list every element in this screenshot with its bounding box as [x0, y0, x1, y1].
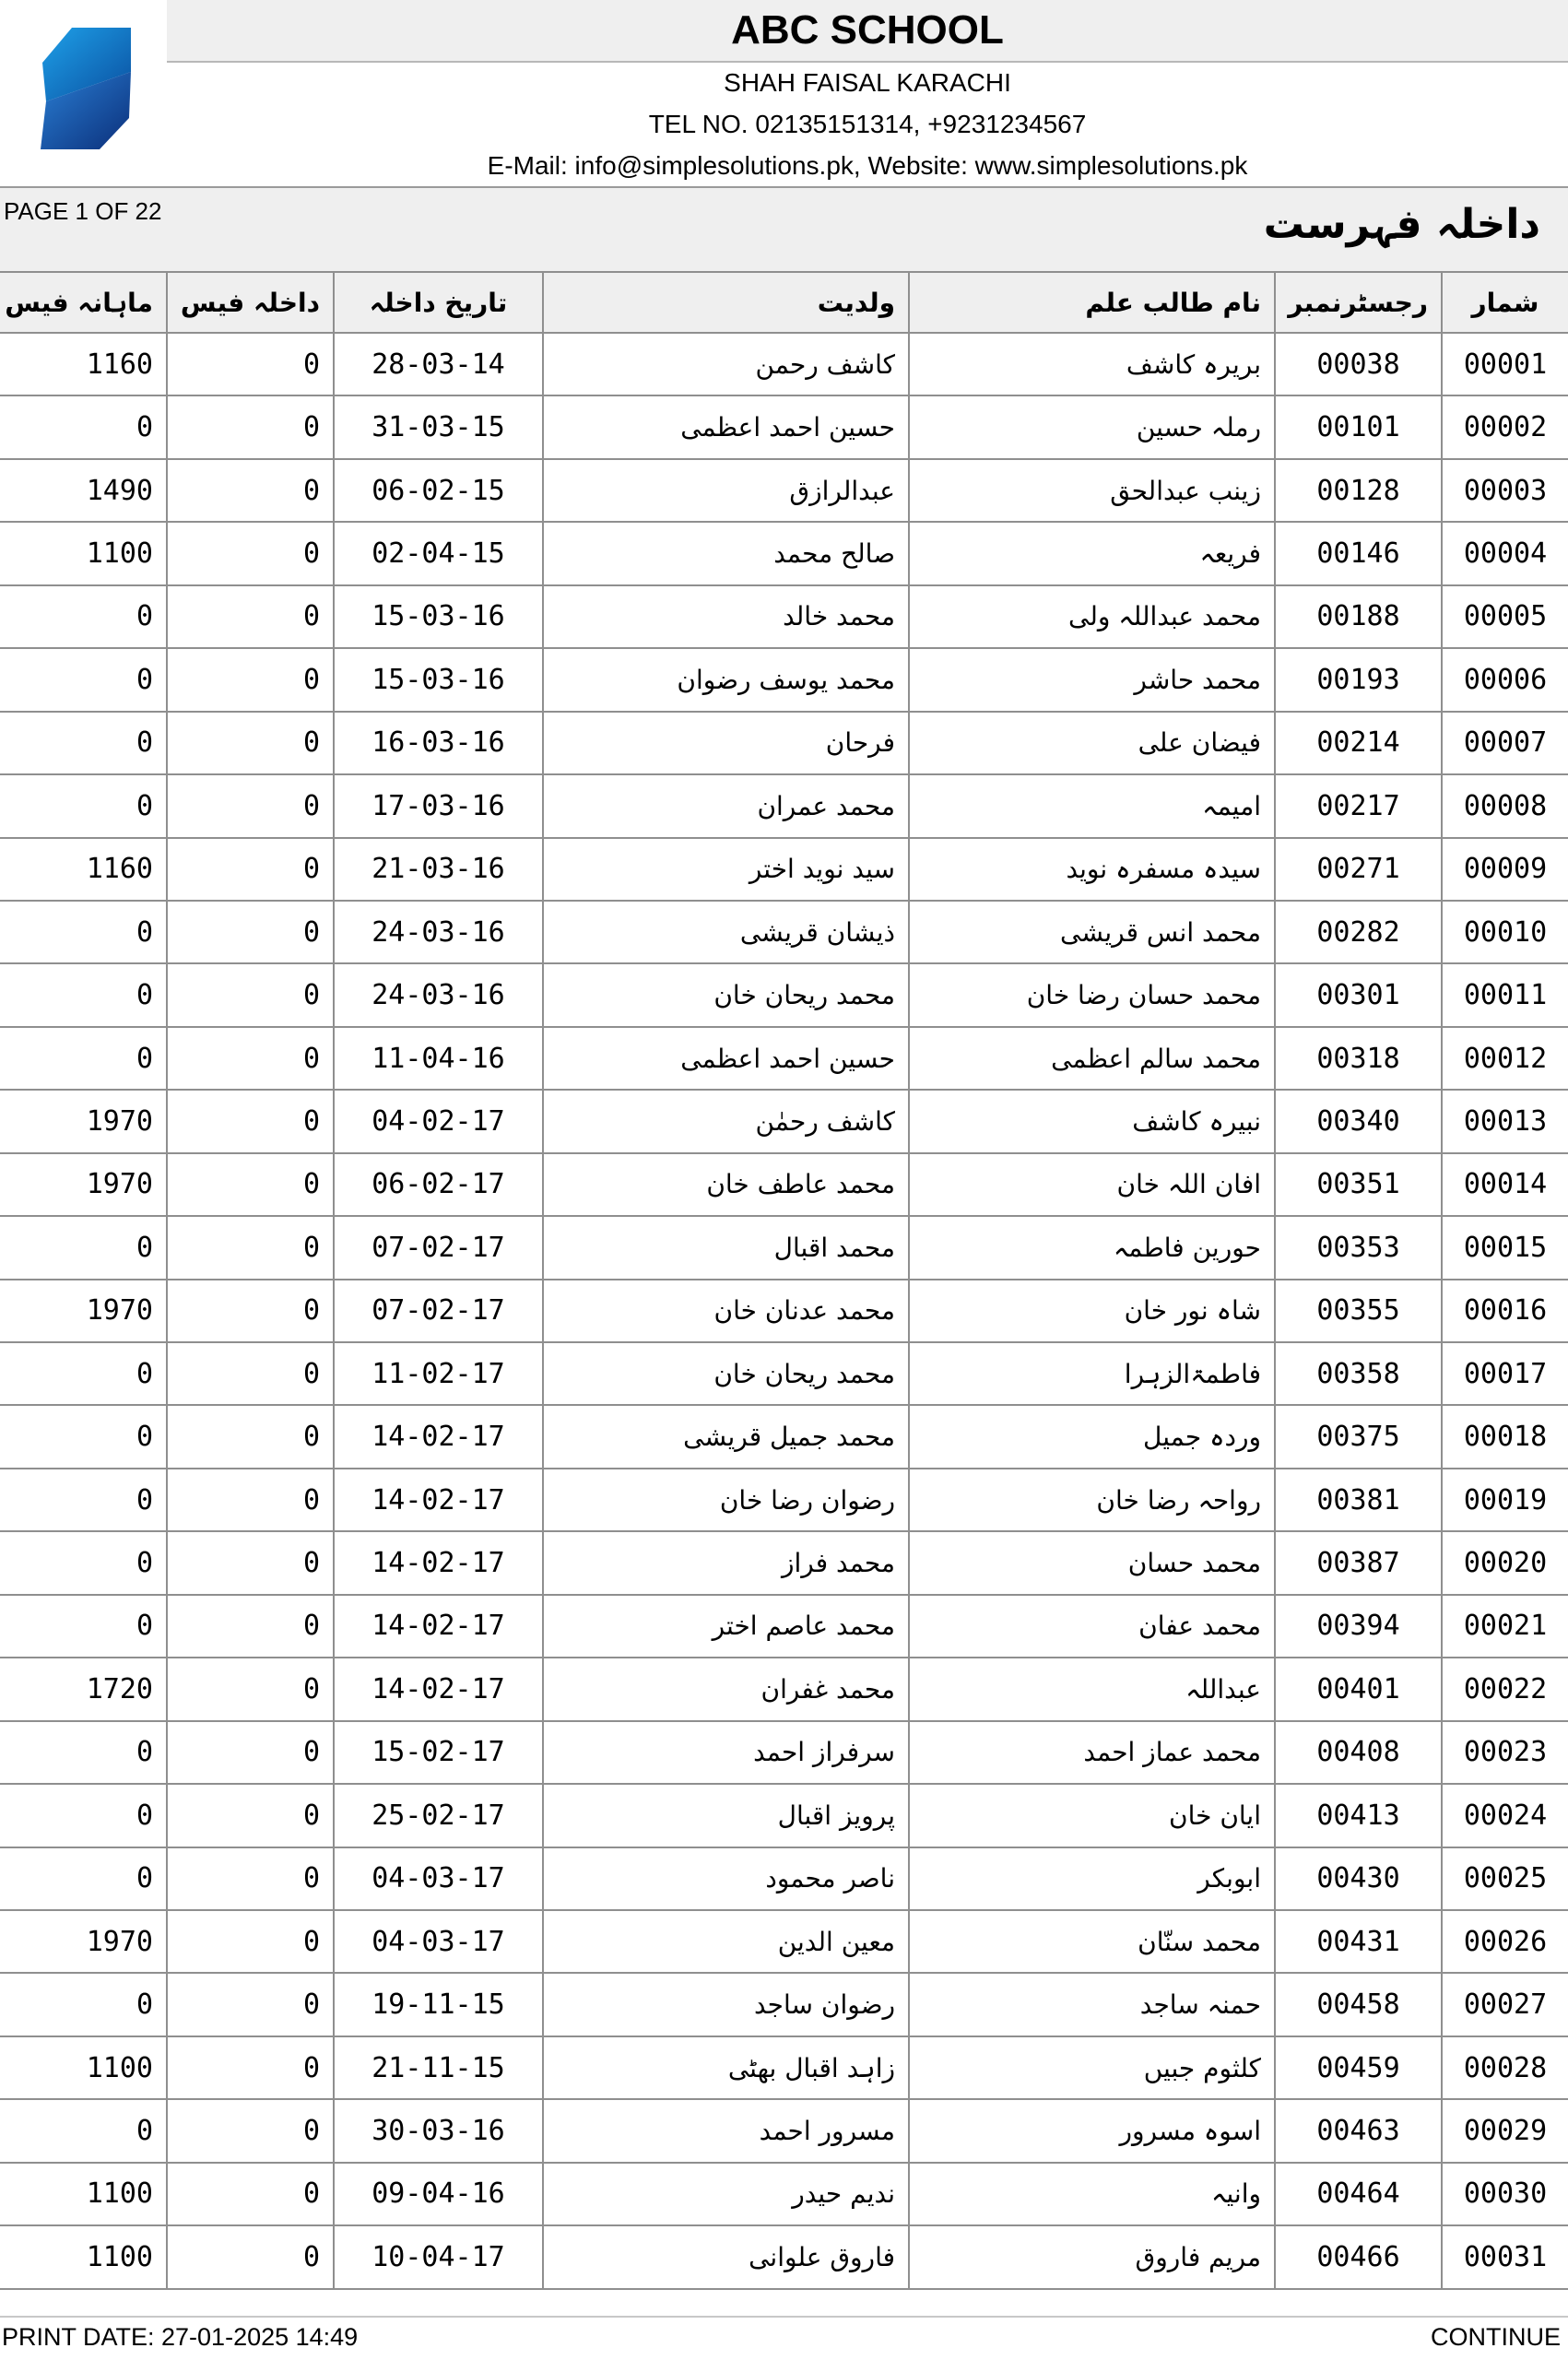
cell-serial: 00002	[1442, 395, 1568, 458]
school-telephone: TEL NO. 02135151314, +9231234567	[648, 110, 1087, 138]
table-row	[0, 1595, 1568, 1658]
table-row	[0, 1090, 1568, 1152]
table-row	[0, 648, 1568, 711]
table-row	[0, 585, 1568, 648]
cell-admission-fee: 0	[167, 1910, 334, 1973]
cell-admission-fee: 0	[167, 1280, 334, 1342]
cell-father-name: صالح محمد	[543, 522, 909, 584]
cell-serial: 00025	[1442, 1847, 1568, 1910]
cell-admission-date: 04-03-17	[334, 1847, 543, 1910]
cell-admission-date: 21-11-15	[334, 2036, 543, 2099]
cell-serial: 00009	[1442, 838, 1568, 901]
cell-student-name: محمد عبداللہ ولی	[909, 585, 1275, 648]
cell-father-name: معین الدین	[543, 1910, 909, 1973]
cell-student-name: کلثوم جبیں	[909, 2036, 1275, 2099]
cell-admission-fee: 0	[167, 522, 334, 584]
table-row	[0, 2099, 1568, 2162]
cell-admission-date: 28-03-14	[334, 333, 543, 395]
table-row	[0, 901, 1568, 963]
cell-admission-date: 14-02-17	[334, 1469, 543, 1531]
cell-reg-no: 00464	[1275, 2163, 1442, 2225]
cell-serial: 00016	[1442, 1280, 1568, 1342]
cell-admission-fee: 0	[167, 1405, 334, 1468]
cell-serial: 00017	[1442, 1342, 1568, 1405]
cell-father-name: محمد فراز	[543, 1531, 909, 1594]
cell-father-name: محمد خالد	[543, 585, 909, 648]
cell-serial: 00005	[1442, 585, 1568, 648]
cell-reg-no: 00375	[1275, 1405, 1442, 1468]
table-row	[0, 395, 1568, 458]
cell-serial: 00012	[1442, 1027, 1568, 1090]
cell-serial: 00018	[1442, 1405, 1568, 1468]
cell-admission-date: 17-03-16	[334, 774, 543, 837]
table-row	[0, 1721, 1568, 1784]
cell-student-name: فیضان علی	[909, 712, 1275, 774]
cell-student-name: محمد عفان	[909, 1595, 1275, 1658]
cell-monthly-fee: 0	[0, 1216, 167, 1279]
cell-admission-fee: 0	[167, 1216, 334, 1279]
cell-student-name: اسوہ مسرور	[909, 2099, 1275, 2162]
cell-reg-no: 00146	[1275, 522, 1442, 584]
cell-monthly-fee: 0	[0, 1405, 167, 1468]
cell-admission-fee: 0	[167, 1469, 334, 1531]
cell-reg-no: 00355	[1275, 1280, 1442, 1342]
table-row	[0, 1280, 1568, 1342]
cell-reg-no: 00271	[1275, 838, 1442, 901]
cell-admission-fee: 0	[167, 585, 334, 648]
cell-admission-date: 15-02-17	[334, 1721, 543, 1784]
cell-father-name: حسین احمد اعظمی	[543, 395, 909, 458]
cell-serial: 00031	[1442, 2225, 1568, 2288]
cell-student-name: عبداللہ	[909, 1658, 1275, 1720]
table-row	[0, 459, 1568, 522]
cell-reg-no: 00358	[1275, 1342, 1442, 1405]
cell-admission-date: 09-04-16	[334, 2163, 543, 2225]
cell-reg-no: 00282	[1275, 901, 1442, 963]
cell-monthly-fee: 1970	[0, 1910, 167, 1973]
cell-admission-fee: 0	[167, 774, 334, 837]
cell-admission-date: 19-11-15	[334, 1973, 543, 2036]
cell-admission-date: 11-02-17	[334, 1342, 543, 1405]
cell-serial: 00007	[1442, 712, 1568, 774]
school-contact: E-Mail: info@simplesolutions.pk, Website: www.simplesolutions.pk	[487, 151, 1248, 180]
cell-student-name: محمد عماز احمد	[909, 1721, 1275, 1784]
table-row	[0, 712, 1568, 774]
cell-student-name: سیدہ مسفرہ نوید	[909, 838, 1275, 901]
cell-serial: 00022	[1442, 1658, 1568, 1720]
cell-reg-no: 00431	[1275, 1910, 1442, 1973]
table-row	[0, 1405, 1568, 1468]
cell-admission-fee: 0	[167, 2099, 334, 2162]
cell-student-name: فاطمۃالزہرا	[909, 1342, 1275, 1405]
blue-s-logo-icon	[35, 28, 136, 149]
cell-reg-no: 00466	[1275, 2225, 1442, 2288]
cell-student-name: فریعہ	[909, 522, 1275, 584]
cell-serial: 00003	[1442, 459, 1568, 522]
cell-admission-date: 14-02-17	[334, 1405, 543, 1468]
page-number: PAGE 1 OF 22	[4, 197, 162, 225]
table-row	[0, 838, 1568, 901]
cell-serial: 00024	[1442, 1784, 1568, 1847]
cell-reg-no: 00387	[1275, 1531, 1442, 1594]
cell-admission-fee: 0	[167, 1847, 334, 1910]
cell-admission-fee: 0	[167, 648, 334, 711]
cell-father-name: حسین احمد اعظمی	[543, 1027, 909, 1090]
table-row	[0, 2225, 1568, 2288]
school-name: ABC SCHOOL	[167, 0, 1568, 63]
cell-father-name: فاروق علوانی	[543, 2225, 909, 2288]
table-row	[0, 774, 1568, 837]
cell-reg-no: 00408	[1275, 1721, 1442, 1784]
cell-student-name: بریرہ کاشف	[909, 333, 1275, 395]
cell-monthly-fee: 0	[0, 395, 167, 458]
table-row	[0, 1342, 1568, 1405]
cell-student-name: شاہ نور خان	[909, 1280, 1275, 1342]
cell-admission-date: 06-02-15	[334, 459, 543, 522]
cell-reg-no: 00463	[1275, 2099, 1442, 2162]
cell-father-name: محمد یوسف رضوان	[543, 648, 909, 711]
cell-father-name: پرویز اقبال	[543, 1784, 909, 1847]
cell-student-name: حمنہ ساجد	[909, 1973, 1275, 2036]
cell-monthly-fee: 0	[0, 712, 167, 774]
cell-admission-fee: 0	[167, 1027, 334, 1090]
cell-admission-fee: 0	[167, 1595, 334, 1658]
school-address: SHAH FAISAL KARACHI	[724, 68, 1011, 97]
header-reg-no: رجسٹرنمبر	[1275, 272, 1442, 333]
cell-monthly-fee: 0	[0, 1721, 167, 1784]
cell-monthly-fee: 0	[0, 963, 167, 1026]
cell-reg-no: 00401	[1275, 1658, 1442, 1720]
cell-student-name: محمد سنّان	[909, 1910, 1275, 1973]
cell-father-name: محمد عاصم اختر	[543, 1595, 909, 1658]
footer-divider	[0, 2316, 1568, 2318]
cell-admission-fee: 0	[167, 2036, 334, 2099]
admission-table	[0, 271, 1568, 2290]
cell-serial: 00027	[1442, 1973, 1568, 2036]
cell-monthly-fee: 0	[0, 1595, 167, 1658]
cell-admission-date: 10-04-17	[334, 2225, 543, 2288]
cell-monthly-fee: 0	[0, 648, 167, 711]
table-header-row	[0, 272, 1568, 333]
cell-father-name: محمد عدنان خان	[543, 1280, 909, 1342]
cell-monthly-fee: 0	[0, 1469, 167, 1531]
cell-admission-date: 07-02-17	[334, 1216, 543, 1279]
table-row	[0, 2163, 1568, 2225]
cell-monthly-fee: 0	[0, 1531, 167, 1594]
cell-reg-no: 00128	[1275, 459, 1442, 522]
cell-father-name: محمد عمران	[543, 774, 909, 837]
cell-admission-fee: 0	[167, 901, 334, 963]
cell-admission-fee: 0	[167, 1784, 334, 1847]
cell-monthly-fee: 0	[0, 774, 167, 837]
cell-father-name: محمد غفران	[543, 1658, 909, 1720]
cell-monthly-fee: 1720	[0, 1658, 167, 1720]
cell-monthly-fee: 0	[0, 585, 167, 648]
cell-reg-no: 00381	[1275, 1469, 1442, 1531]
cell-student-name: نبیرہ کاشف	[909, 1090, 1275, 1152]
cell-father-name: محمد عاطف خان	[543, 1153, 909, 1216]
cell-father-name: کاشف رحمٰن	[543, 1090, 909, 1152]
cell-father-name: کاشف رحمن	[543, 333, 909, 395]
cell-monthly-fee: 1970	[0, 1090, 167, 1152]
cell-serial: 00023	[1442, 1721, 1568, 1784]
cell-admission-date: 24-03-16	[334, 901, 543, 963]
cell-admission-date: 25-02-17	[334, 1784, 543, 1847]
cell-serial: 00014	[1442, 1153, 1568, 1216]
table-row	[0, 1216, 1568, 1279]
cell-monthly-fee: 0	[0, 1847, 167, 1910]
cell-father-name: محمد جمیل قریشی	[543, 1405, 909, 1468]
cell-reg-no: 00214	[1275, 712, 1442, 774]
cell-admission-fee: 0	[167, 1531, 334, 1594]
cell-monthly-fee: 1970	[0, 1280, 167, 1342]
cell-reg-no: 00101	[1275, 395, 1442, 458]
header-serial: شمار	[1442, 272, 1568, 333]
cell-reg-no: 00038	[1275, 333, 1442, 395]
header-monthly-fee: ماہانہ فیس	[0, 272, 167, 333]
cell-admission-date: 30-03-16	[334, 2099, 543, 2162]
cell-student-name: محمد سالم اعظمی	[909, 1027, 1275, 1090]
cell-serial: 00026	[1442, 1910, 1568, 1973]
cell-student-name: رواحہ رضا خان	[909, 1469, 1275, 1531]
cell-reg-no: 00351	[1275, 1153, 1442, 1216]
cell-father-name: محمد ریحان خان	[543, 963, 909, 1026]
cell-monthly-fee: 1160	[0, 838, 167, 901]
cell-father-name: مسرور احمد	[543, 2099, 909, 2162]
cell-admission-fee: 0	[167, 395, 334, 458]
cell-admission-date: 11-04-16	[334, 1027, 543, 1090]
cell-student-name: حورین فاطمہ	[909, 1216, 1275, 1279]
cell-admission-fee: 0	[167, 1973, 334, 2036]
cell-reg-no: 00340	[1275, 1090, 1442, 1152]
cell-admission-fee: 0	[167, 2163, 334, 2225]
cell-reg-no: 00458	[1275, 1973, 1442, 2036]
table-row	[0, 1910, 1568, 1973]
cell-reg-no: 00413	[1275, 1784, 1442, 1847]
cell-father-name: عبدالرازق	[543, 459, 909, 522]
table-row	[0, 2036, 1568, 2099]
cell-serial: 00030	[1442, 2163, 1568, 2225]
cell-admission-fee: 0	[167, 838, 334, 901]
table-row	[0, 1027, 1568, 1090]
cell-admission-fee: 0	[167, 1153, 334, 1216]
cell-serial: 00010	[1442, 901, 1568, 963]
cell-admission-fee: 0	[167, 1721, 334, 1784]
table-row	[0, 1973, 1568, 2036]
cell-monthly-fee: 1970	[0, 1153, 167, 1216]
cell-student-name: محمد حسان رضا خان	[909, 963, 1275, 1026]
cell-admission-fee: 0	[167, 333, 334, 395]
cell-reg-no: 00301	[1275, 963, 1442, 1026]
cell-serial: 00015	[1442, 1216, 1568, 1279]
cell-student-name: محمد حاشر	[909, 648, 1275, 711]
cell-admission-date: 04-02-17	[334, 1090, 543, 1152]
cell-admission-date: 06-02-17	[334, 1153, 543, 1216]
cell-reg-no: 00394	[1275, 1595, 1442, 1658]
cell-serial: 00008	[1442, 774, 1568, 837]
table-row	[0, 1847, 1568, 1910]
cell-serial: 00006	[1442, 648, 1568, 711]
cell-admission-date: 31-03-15	[334, 395, 543, 458]
cell-serial: 00013	[1442, 1090, 1568, 1152]
cell-monthly-fee: 1100	[0, 2225, 167, 2288]
table-row	[0, 1469, 1568, 1531]
cell-student-name: افان اللہ خان	[909, 1153, 1275, 1216]
cell-reg-no: 00430	[1275, 1847, 1442, 1910]
report-title: داخلہ فہرست	[1263, 201, 1540, 248]
cell-student-name: مریم فاروق	[909, 2225, 1275, 2288]
cell-student-name: محمد حسان	[909, 1531, 1275, 1594]
cell-admission-date: 15-03-16	[334, 648, 543, 711]
cell-father-name: محمد ریحان خان	[543, 1342, 909, 1405]
cell-monthly-fee: 1160	[0, 333, 167, 395]
cell-father-name: رضوان ساجد	[543, 1973, 909, 2036]
print-date: PRINT DATE: 27-01-2025 14:49	[2, 2323, 359, 2351]
table-row	[0, 963, 1568, 1026]
header-father-name: ولدیت	[543, 272, 909, 333]
cell-admission-date: 02-04-15	[334, 522, 543, 584]
cell-admission-date: 16-03-16	[334, 712, 543, 774]
cell-admission-date: 04-03-17	[334, 1910, 543, 1973]
cell-monthly-fee: 0	[0, 901, 167, 963]
cell-admission-fee: 0	[167, 712, 334, 774]
cell-serial: 00028	[1442, 2036, 1568, 2099]
cell-father-name: زاہد اقبال بھٹی	[543, 2036, 909, 2099]
cell-student-name: زینب عبدالحق	[909, 459, 1275, 522]
cell-admission-date: 21-03-16	[334, 838, 543, 901]
cell-reg-no: 00217	[1275, 774, 1442, 837]
cell-serial: 00020	[1442, 1531, 1568, 1594]
cell-serial: 00004	[1442, 522, 1568, 584]
cell-admission-fee: 0	[167, 1658, 334, 1720]
header-student-name: نام طالب علم	[909, 272, 1275, 333]
cell-student-name: وانیہ	[909, 2163, 1275, 2225]
cell-monthly-fee: 0	[0, 1973, 167, 2036]
cell-serial: 00019	[1442, 1469, 1568, 1531]
cell-father-name: ناصر محمود	[543, 1847, 909, 1910]
cell-admission-date: 07-02-17	[334, 1280, 543, 1342]
cell-admission-fee: 0	[167, 963, 334, 1026]
cell-serial: 00011	[1442, 963, 1568, 1026]
cell-father-name: محمد اقبال	[543, 1216, 909, 1279]
cell-student-name: محمد انس قریشی	[909, 901, 1275, 963]
table-row	[0, 522, 1568, 584]
table-row	[0, 333, 1568, 395]
cell-monthly-fee: 1490	[0, 459, 167, 522]
cell-monthly-fee: 0	[0, 2099, 167, 2162]
cell-reg-no: 00318	[1275, 1027, 1442, 1090]
cell-admission-date: 14-02-17	[334, 1531, 543, 1594]
cell-father-name: سرفراز احمد	[543, 1721, 909, 1784]
table-row	[0, 1531, 1568, 1594]
cell-father-name: ذیشان قریشی	[543, 901, 909, 963]
cell-admission-date: 14-02-17	[334, 1658, 543, 1720]
cell-admission-date: 14-02-17	[334, 1595, 543, 1658]
cell-student-name: ابوبکر	[909, 1847, 1275, 1910]
cell-admission-fee: 0	[167, 459, 334, 522]
cell-student-name: امیمہ	[909, 774, 1275, 837]
cell-father-name: ندیم حیدر	[543, 2163, 909, 2225]
cell-admission-date: 15-03-16	[334, 585, 543, 648]
cell-serial: 00001	[1442, 333, 1568, 395]
cell-serial: 00029	[1442, 2099, 1568, 2162]
continue-label: CONTINUE	[1431, 2323, 1561, 2351]
table-row	[0, 1784, 1568, 1847]
table-row	[0, 1658, 1568, 1720]
cell-admission-fee: 0	[167, 1090, 334, 1152]
header-admission-fee: داخلہ فیس	[167, 272, 334, 333]
cell-admission-fee: 0	[167, 2225, 334, 2288]
cell-reg-no: 00459	[1275, 2036, 1442, 2099]
cell-father-name: سید نوید اختر	[543, 838, 909, 901]
cell-monthly-fee: 1100	[0, 522, 167, 584]
cell-monthly-fee: 0	[0, 1784, 167, 1847]
cell-reg-no: 00188	[1275, 585, 1442, 648]
cell-reg-no: 00353	[1275, 1216, 1442, 1279]
cell-student-name: ایان خان	[909, 1784, 1275, 1847]
cell-father-name: فرحان	[543, 712, 909, 774]
cell-father-name: رضوان رضا خان	[543, 1469, 909, 1531]
cell-student-name: وردہ جمیل	[909, 1405, 1275, 1468]
header-admission-date: تاریخ داخلہ	[334, 272, 543, 333]
report-title-band	[0, 186, 1568, 273]
table-row	[0, 1153, 1568, 1216]
cell-serial: 00021	[1442, 1595, 1568, 1658]
cell-monthly-fee: 1100	[0, 2163, 167, 2225]
cell-reg-no: 00193	[1275, 648, 1442, 711]
cell-admission-fee: 0	[167, 1342, 334, 1405]
cell-monthly-fee: 0	[0, 1027, 167, 1090]
cell-monthly-fee: 0	[0, 1342, 167, 1405]
cell-admission-date: 24-03-16	[334, 963, 543, 1026]
cell-monthly-fee: 1100	[0, 2036, 167, 2099]
cell-student-name: رملہ حسین	[909, 395, 1275, 458]
